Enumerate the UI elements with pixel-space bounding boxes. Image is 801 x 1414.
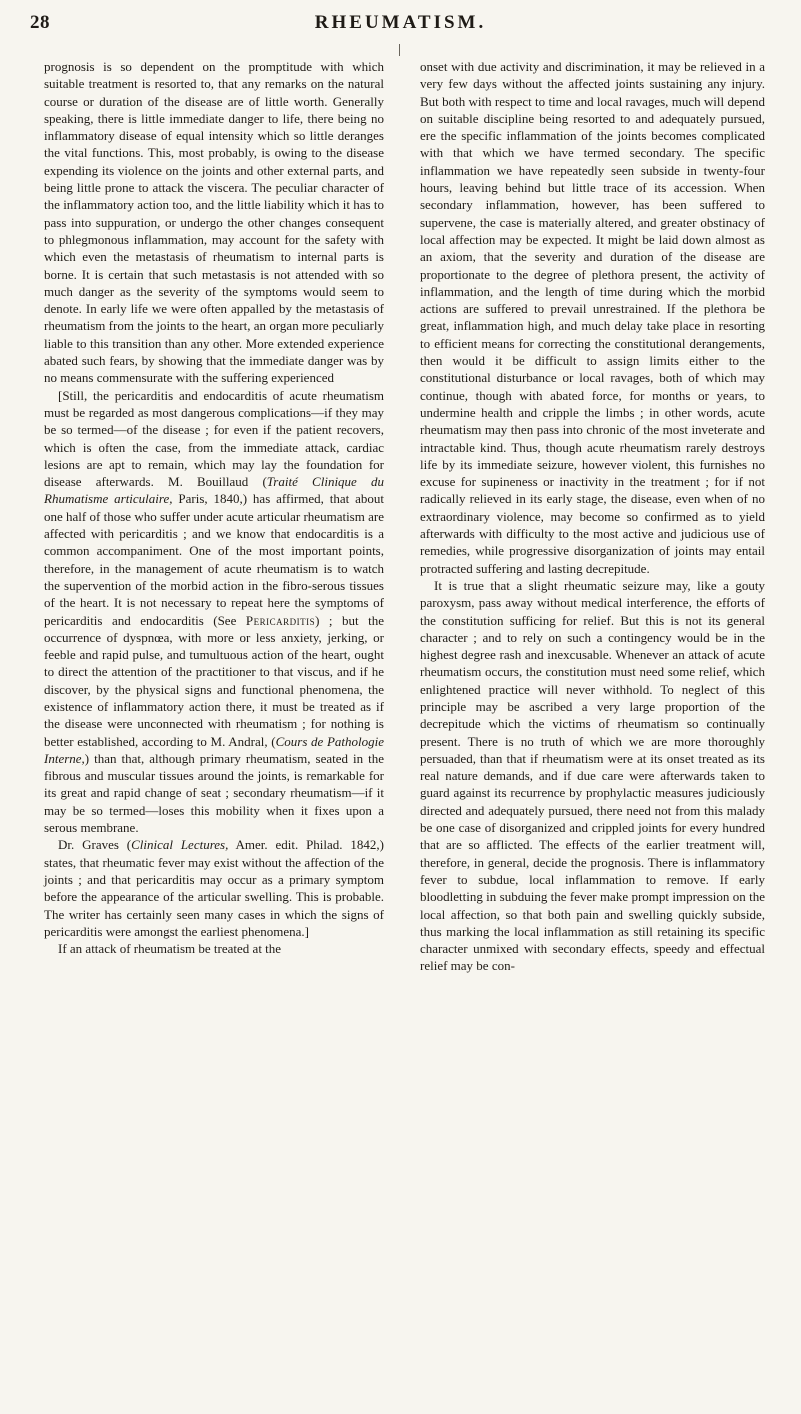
citation-andral: Cours de Pathologie Interne, — [44, 733, 384, 766]
paragraph-treatment-start: If an attack of rheumatism be treated at the — [58, 941, 282, 957]
paragraph-prognosis: prognosis is so dependent on the promptitude with which suitable treatment is resorted to, that any remarks on the natural course or duration of the disease are of little worth. Generally speaking, there is little immediate danger to life, there being no inflammatory disease of equal intensity which so little deranges the vital functions. This, most probably, is owing to the disease expending its violence on the joints and other external parts, and being little prone to attack the viscera. The peculiar character of the inflammatory action too, and the little liability which it has to pass into suppuration, or undergo the other changes consequent to phlegmonous inflammation, may account for the safety with which even the metastasis of rheumatism to internal parts is borne. It is certain that such metastasis is not attended with so much danger as the severity of the symptoms would seem to denote. In early life we were often appalled by the metastasis of rheumatism from the joints to the heart, an organ more peculiarly liable to this transition than any other. More extended experience abated such fears, by showing that the immediate danger was by no means commensurate with the suffering experienced — [44, 59, 384, 386]
right-column — [420, 58, 765, 975]
paragraph-pericarditis — [44, 387, 384, 837]
left-column — [44, 58, 384, 957]
column-divider-mark — [399, 44, 400, 56]
page-header — [30, 10, 771, 40]
text-run: ) ; but the occurrence of dyspnœa, with more or less anxiety, jerking, or feeble and rapid pulse, and tumultuous action of the heart, ought to direct the attention of the practitioner to that viscus, and if he discover, by the physical signs and functional phenomena, the existence of inflammatory action there, it must be treated as if the disease were unconnected with rheumatism ; for nothing is better established, according to M. Andral, ( — [44, 612, 384, 749]
text-run: Dr. Graves ( — [58, 837, 132, 853]
paragraph-onset: onset with due activity and discrimination, it may be relieved in a very few days without the affected joints sustaining any injury. But both with respect to time and local ravages, much will depend on suitable discipline being resorted to and adequately pursued, ere the specific inflammation of the joints becomes complicated with that which we have termed secondary. The specific inflammation we have repeatedly seen subside in twenty-four hours, leaving behind but little trace of its accession. When secondary inflammation, however, has been suffered to supervene, the case is materially altered, and greater obstinacy of local affection may be expected. It might be laid down almost as an axiom, that the severity and duration of the disease are proportionate to the degree of plethora present, the activity of inflammation, and the length of time during which the morbid actions are suffered to prevail unrestrained. If the plethora be great, inflammation high, and much delay take place in resorting to efficient means for correcting the constitutional derangements, then would it be difficult to assign limits either to the constitutional disturbance or local ravages, both of which may continue, though with abated force, for months or years, to undermine health and cripple the limbs ; in other words, acute rheumatism may then pass into chronic of the most inveterate and intractable kind. Thus, though acute rheumatism rarely destroys life by its immediate seizure, however violent, this furnishes no excuse for supineness or inactivity in the treatment ; for if not radically relieved in its early stage, the disease, even when of no extraordinary violence, may become so confirmed as to yield afterwards with difficulty to the most active and judicious use of remedies, while progressive disorganization of joints may entail protracted suffering and lasting decrepitude. — [420, 59, 765, 576]
citation-graves: Clinical Lectures, — [131, 837, 229, 853]
text-run: ) than that, although primary rheumatism, seated in the fibrous and muscular tissues around the joints, is remarkable for its great and rapid change of seat ; secondary rheumatism—if it may be so termed—loses this mobility when it fixes upon a serous membrane. — [44, 750, 384, 836]
cross-reference-pericarditis: Pericarditis — [245, 612, 316, 628]
text-run: [Still, the pericarditis and endocarditis of acute rheumatism must be regarded as most dangerous complications—if they may be so termed—of the disease ; for even if the patient recovers, which is often the case, from the immediate attack, cardiac lesions are apt to remain, which may lay the foundation for disease afterwards. M. Bouillaud ( — [44, 387, 384, 490]
page-number: 28 — [30, 12, 50, 33]
paragraph-graves — [44, 836, 384, 940]
text-run: Paris, 1840,) has affirmed, that about one half of those who suffer under acute articular rheumatism are affected with pericarditis ; and we know that endocarditis is a common accompaniment. One of the most important points, therefore, in the management of acute rheumatism is to watch the supervention of the morbid action in the fibro-serous tissues of the heart. It is not necessary to repeat here the symptoms of pericarditis and endocarditis (See — [44, 491, 384, 628]
text-run: Amer. edit. Philad. 1842,) states, that rheumatic fever may exist without the affection of the joints ; and that pericarditis may occur as a primary symptom before the appearance of the articular swelling. This is probable. The writer has certainly seen many cases in which the signs of pericarditis were amongst the earliest phenomena.] — [44, 837, 384, 939]
running-head: RHEUMATISM. — [314, 12, 487, 33]
citation-bouillaud: Traité Clinique du Rhumatisme articulaire, — [44, 474, 385, 507]
paragraph-slight-seizure: It is true that a slight rheumatic seizure may, like a gouty paroxysm, pass away without medical interference, the efforts of the constitution sufficing for relief. But this is not its general character ; and to rely on such a contingency would be in the highest degree rash and inexcusable. Whenever an attack of acute rheumatism occurs, the constitution must need some relief, which enlightened practice will never withhold. To neglect of this principle may be ascribed a very large proportion of the decrepitude which the victims of rheumatism so continually present. There is no truth of which we are more thoroughly persuaded, than that if rheumatism were at its onset treated as its real nature demands, and if due care were afterwards taken to guard against its recurrence by prophylactic measures judiciously directed and adequately pursued, there need not from this malady be one case of disorganized and crippled joints for every hundred that are so afflicted. The effects of the earlier treatment will, therefore, in general, decide the prognosis. There is inflammatory fever to subdue, local inflammation to remove. If early bloodletting in subduing the fever make prompt impression on the local affection, so that both pain and swelling quickly subside, thus marking the local inflammation as still retaining its specific character unmixed with secondary effects, speedy and effectual relief may be con- — [420, 577, 765, 974]
